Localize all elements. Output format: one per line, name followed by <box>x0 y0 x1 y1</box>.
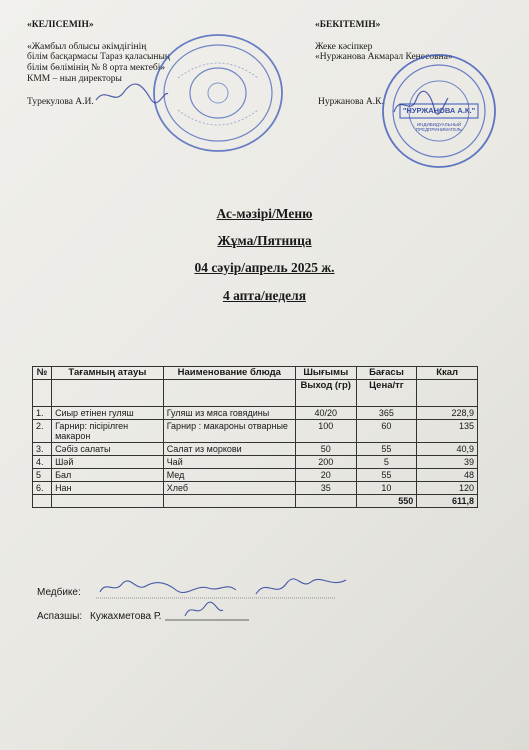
row-kcal: 120 <box>417 482 478 495</box>
row-price: 55 <box>356 469 417 482</box>
header-yield: Шығымы <box>295 367 356 380</box>
row-num: 2. <box>33 420 52 443</box>
row-name-kz: Бал <box>52 469 164 482</box>
row-name-ru: Хлеб <box>163 482 295 495</box>
row-yield: 35 <box>295 482 356 495</box>
left-header-signer: Турекулова А.И. <box>27 97 94 107</box>
row-kcal: 39 <box>417 456 478 469</box>
total-kcal: 611,8 <box>417 495 478 508</box>
row-yield: 50 <box>295 443 356 456</box>
row-num: 6. <box>33 482 52 495</box>
row-num: 3. <box>33 443 52 456</box>
table-row <box>33 407 478 420</box>
total-price: 550 <box>356 495 417 508</box>
table-row <box>33 456 478 469</box>
table-row <box>33 469 478 482</box>
row-yield: 40/20 <box>295 407 356 420</box>
row-yield: 20 <box>295 469 356 482</box>
nurse-label: Медбике: <box>37 587 81 598</box>
row-name-ru: Салат из моркови <box>163 443 295 456</box>
seal-right-center-text: "НУРЖАНОВА А.К." <box>402 106 476 115</box>
cook-name: Кужахметова Р. <box>90 611 162 622</box>
row-yield: 200 <box>295 456 356 469</box>
row-price: 10 <box>356 482 417 495</box>
row-name-kz: Нан <box>52 482 164 495</box>
row-name-kz: Шәй <box>52 456 164 469</box>
right-header-line1: Жеке кәсіпкер <box>315 42 373 52</box>
title-week: 4 апта/неделя <box>222 288 307 303</box>
signature-left <box>92 80 172 110</box>
row-price: 60 <box>356 420 417 443</box>
left-header-title: «КЕЛІСЕМІН» <box>27 20 94 30</box>
table-row <box>33 420 478 443</box>
header-num: № <box>33 367 52 380</box>
table-row <box>33 482 478 495</box>
row-name-ru: Чай <box>163 456 295 469</box>
table-row <box>33 443 478 456</box>
seal-right-sub-text: ИНДИВИДУАЛЬНЫЙ ПРЕДПРИНИМАТЕЛЬ <box>415 122 463 132</box>
cook-label: Аспазшы: <box>37 611 83 622</box>
cook-signature <box>165 598 251 624</box>
row-kcal: 48 <box>417 469 478 482</box>
left-header-line3: білім бөлімінің № 8 орта мектебі» <box>27 63 166 73</box>
header-price: Бағасы <box>356 367 417 380</box>
row-kcal: 135 <box>417 420 478 443</box>
title-date: 04 сәуір/апрель 2025 ж. <box>194 260 335 275</box>
right-header-title: «БЕКІТЕМІН» <box>315 20 381 30</box>
signature-right <box>390 90 450 120</box>
row-price: 5 <box>356 456 417 469</box>
row-name-ru: Мед <box>163 469 295 482</box>
header-name-ru: Наименование блюда <box>163 367 295 380</box>
row-price: 365 <box>356 407 417 420</box>
left-header-line4: КММ – нын директоры <box>27 74 122 84</box>
row-yield: 100 <box>295 420 356 443</box>
row-kcal: 228,9 <box>417 407 478 420</box>
row-num: 1. <box>33 407 52 420</box>
row-name-kz: Сиыр етінен гуляш <box>52 407 164 420</box>
row-name-ru: Гуляш из мяса говядины <box>163 407 295 420</box>
row-kcal: 40,9 <box>417 443 478 456</box>
title-menu: Ас-мәзірі/Меню <box>216 206 313 221</box>
left-header-line1: «Жамбыл облысы әкімдігінің <box>27 42 147 52</box>
subheader-yield: Выход (гр) <box>295 380 356 407</box>
row-name-kz: Гарнир: пісірілген макарон <box>52 420 164 443</box>
menu-rows <box>33 407 478 495</box>
right-header-signer: Нуржанова А.К. <box>318 97 384 107</box>
table-subheader-row <box>33 380 478 407</box>
header-name-kz: Тағамның атауы <box>52 367 164 380</box>
row-price: 55 <box>356 443 417 456</box>
left-header-line2: білім басқармасы Тараз қаласының <box>27 52 170 62</box>
table-header-row <box>33 367 478 380</box>
row-num: 5 <box>33 469 52 482</box>
table-total-row <box>33 495 478 508</box>
row-num: 4. <box>33 456 52 469</box>
title-day: Жұма/Пятница <box>217 233 312 248</box>
header-kcal: Ккал <box>417 367 478 380</box>
menu-table <box>32 366 478 508</box>
row-name-ru: Гарнир : макароны отварные <box>163 420 295 443</box>
subheader-price: Цена/тг <box>356 380 417 407</box>
row-name-kz: Сәбіз салаты <box>52 443 164 456</box>
right-header-line2: «Нуржанова Акмарал Кенесовна» <box>315 52 453 62</box>
